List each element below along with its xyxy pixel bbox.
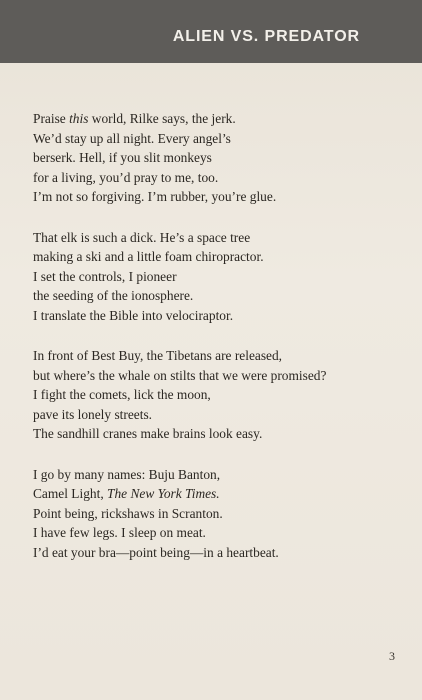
line-text: I translate the Bible into velociraptor.	[33, 307, 234, 323]
poem-line	[33, 504, 393, 524]
line-text: I’d eat your bra—point being—in a heartbeat.	[33, 544, 279, 560]
poem-body	[33, 109, 393, 583]
line-text: I have few legs. I sleep on meat.	[33, 525, 206, 540]
poem-line	[33, 267, 393, 287]
line-text: I’m not so forgiving. I’m rubber, you’re glue.	[33, 189, 277, 204]
poem-line	[33, 424, 393, 444]
poem-line	[33, 484, 393, 504]
italic-text: this	[69, 111, 89, 126]
page-number: 3	[389, 649, 395, 663]
line-text: Point being, rickshaws in Scranton.	[33, 505, 223, 521]
line-text: world, Rilke says, the jerk.	[88, 111, 236, 126]
poem-line	[33, 543, 393, 563]
poem-line	[33, 286, 393, 306]
line-text: I set the controls, I pioneer	[33, 268, 177, 284]
poem-line	[33, 346, 393, 366]
line-text: but where’s the whale on stilts that we were promised?	[33, 367, 327, 383]
running-header-title: ALIEN VS. PREDATOR	[172, 28, 360, 45]
line-text: Praise	[33, 111, 70, 126]
line-text: making a ski and a little foam chiropractor.	[33, 249, 264, 264]
poem-stanza	[33, 228, 393, 326]
poem-line	[33, 247, 393, 267]
poem-line	[33, 366, 393, 386]
poem-line	[33, 385, 393, 405]
line-text: That elk is such a dick. He’s a space tree	[33, 229, 251, 245]
line-text: In front of Best Buy, the Tibetans are released,	[33, 348, 283, 363]
line-text: I go by many names: Buju Banton,	[33, 466, 221, 482]
poem-line	[33, 523, 393, 543]
poem-line	[33, 405, 393, 425]
poem-line	[33, 187, 393, 207]
line-text: for a living, you’d pray to me, too.	[33, 169, 219, 185]
line-text: The sandhill cranes make brains look easy.	[33, 426, 263, 441]
running-header-band	[0, 0, 422, 63]
poem-line	[33, 168, 393, 188]
italic-text: The New York Times.	[107, 486, 220, 501]
poem-line	[33, 465, 393, 485]
poem-stanza	[33, 109, 393, 207]
poem-line	[33, 148, 393, 168]
line-text: berserk. Hell, if you slit monkeys	[33, 150, 212, 165]
poem-stanza	[33, 465, 393, 563]
line-text: the seeding of the ionosphere.	[33, 288, 194, 303]
line-text: Camel Light,	[33, 486, 108, 501]
poem-line	[33, 109, 393, 129]
poem-line	[33, 129, 393, 149]
poem-line	[33, 228, 393, 248]
line-text: pave its lonely streets.	[33, 406, 152, 422]
poem-stanza	[33, 346, 393, 444]
line-text: We’d stay up all night. Every angel’s	[33, 130, 231, 146]
line-text: I fight the comets, lick the moon,	[33, 387, 211, 402]
poem-line	[33, 306, 393, 326]
